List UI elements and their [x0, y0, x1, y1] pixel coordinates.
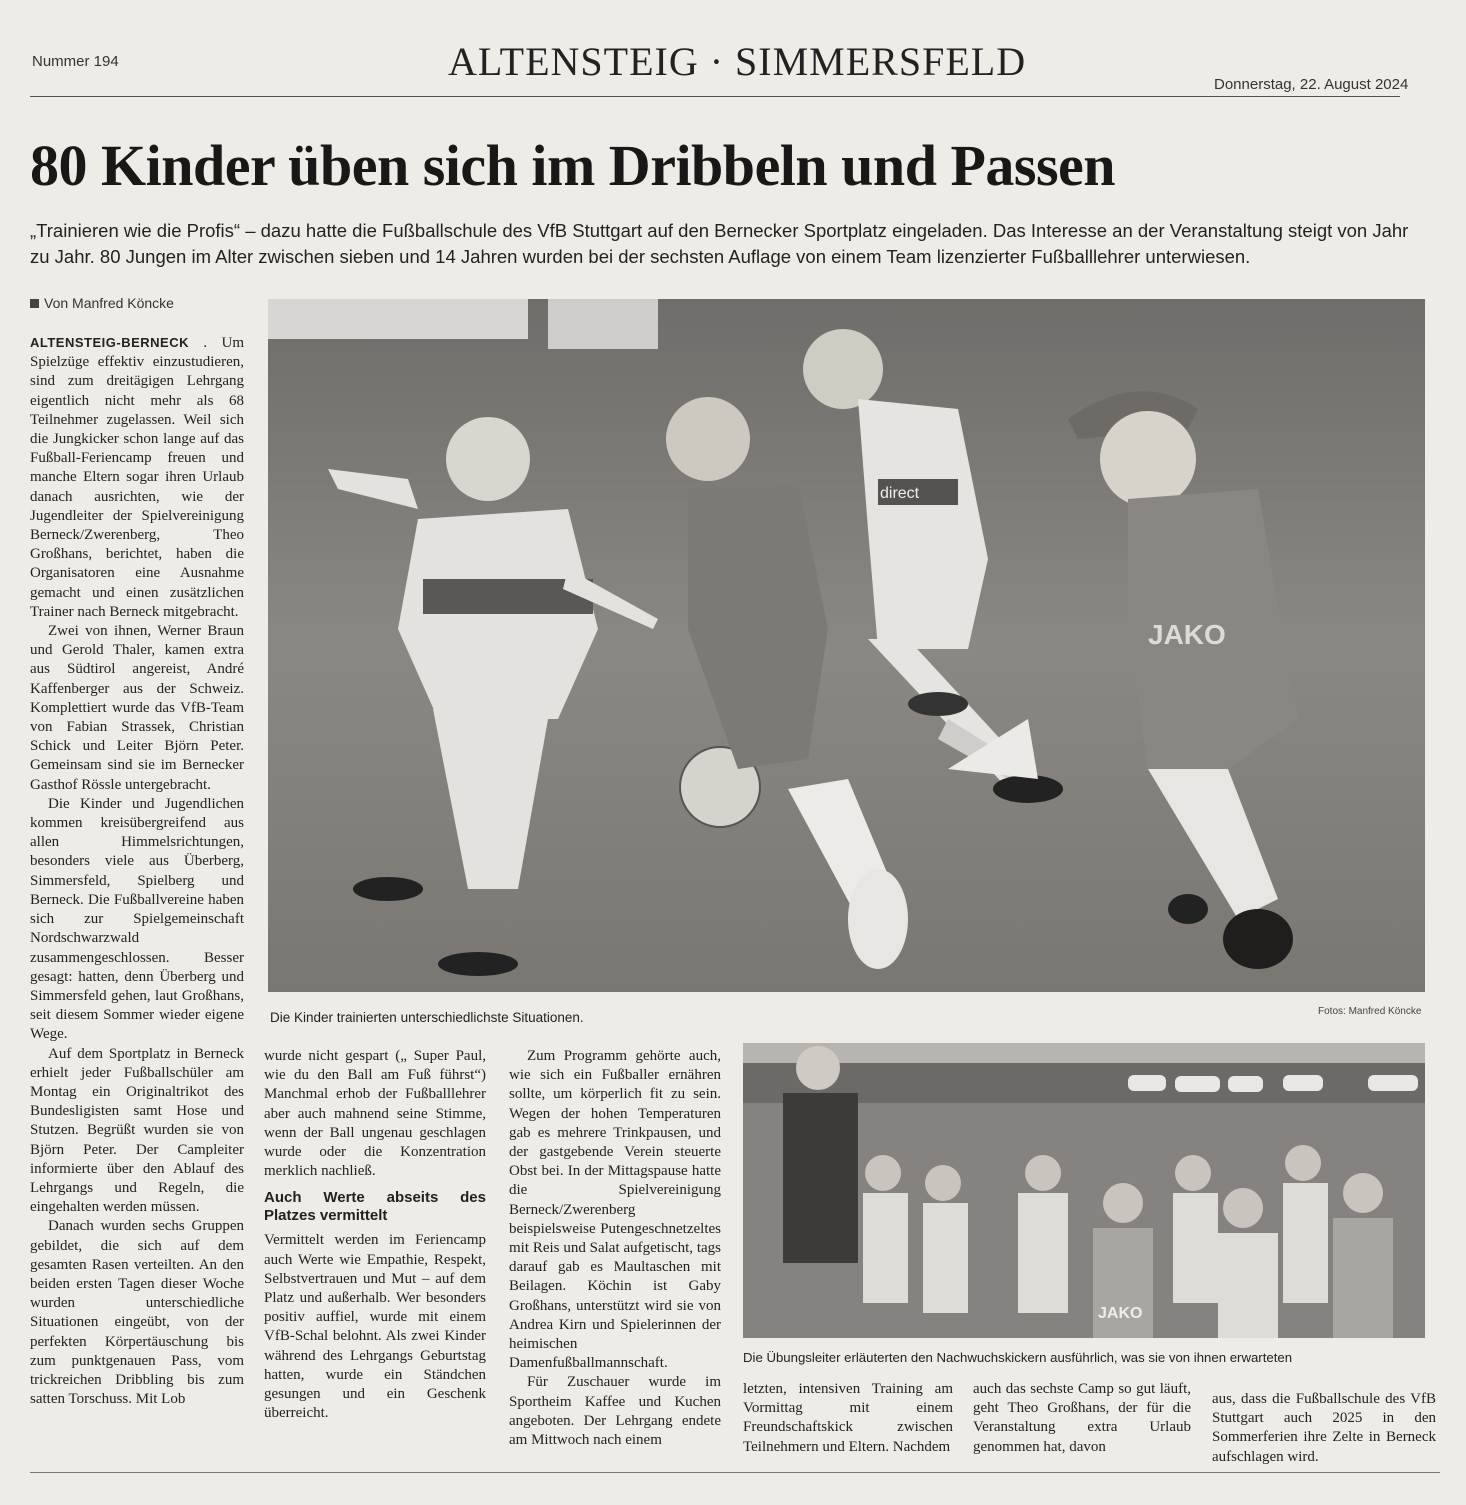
main-photo-caption: Die Kinder trainierten unterschiedlichste Situationen.: [270, 1010, 584, 1025]
dateline: ALTENSTEIG-BERNECK: [30, 335, 189, 350]
column-1: [30, 333, 244, 1409]
issue-date: Donnerstag, 22. August 2024: [1214, 76, 1409, 93]
byline-text: Von Manfred Köncke: [44, 295, 174, 311]
paragraph: Für Zuschauer wurde im Sportheim Kaffee und Kuchen angeboten. Der Lehrgang endete am Mittwoch nach einem: [509, 1374, 721, 1449]
paragraph: Danach wurden sechs Gruppen gebildet, die sich auf dem gesamten Rasen verteilten. An den beiden ersten Tagen dieser Woche wurden unterschiedliche Situationen eingeübt, von der perfekten Körpertäuschung bis zum punktgenauen Pass, vom trickreichen Dribbling bis zum satten Torschuss. Mit Lob: [30, 1218, 244, 1408]
column-3: [509, 1047, 721, 1450]
football-training-photo: [268, 299, 1425, 992]
column-6: [1212, 1390, 1436, 1467]
paragraph: Vermittelt werden im Feriencamp auch Werte wie Empathie, Respekt, Selbstvertrauen und Mut – auf dem Platz und außerhalb. Wer besonders positiv auffiel, wurde mit einem VfB-Schal belohnt. Als zwei Kinder während des Lehrgangs Geburtstag hatten, wurde ein Ständchen gesungen und ein Geschenk überreicht.: [264, 1232, 486, 1422]
second-photo-caption: Die Übungsleiter erläuterten den Nachwuchskickern ausführlich, was sie von ihnen erwarteten: [743, 1350, 1293, 1365]
header-rule: [30, 96, 1400, 97]
second-photo: [743, 1043, 1425, 1338]
main-photo: [268, 299, 1425, 992]
byline: [30, 295, 174, 311]
headline: 80 Kinder üben sich im Dribbeln und Passen: [30, 133, 1116, 198]
intro-text: „Trainieren wie die Profis“ – dazu hatte die Fußballschule des VfB Stuttgart auf den Bernecker Sportplatz eingeladen. Das Interesse an der Veranstaltung steigt von Jahr zu Jahr. 80 Jungen im Alter zwischen sieben und 14 Jahren wurden bei der sechsten Auflage von einem Team lizenzierter Fußballlehrer unterwiesen.: [30, 220, 1409, 267]
byline-square-icon: [30, 299, 39, 308]
group-discussion-photo: [743, 1043, 1425, 1338]
sponsor-text: direct: [880, 485, 920, 502]
issue-number: Nummer 194: [32, 53, 119, 70]
section-title: ALTENSTEIG · SIMMERSFELD: [448, 39, 1027, 84]
photo-credit: Fotos: Manfred Köncke: [1318, 1006, 1422, 1017]
shirt-text: JAKO: [1098, 1305, 1143, 1322]
paragraph: wurde nicht gespart („ Super Paul, wie du den Ball am Fuß führst“) Manchmal erhob der Fußballlehrer aber auch mahnend seine Stimme, wenn der Ball ungenau geschlagen wurde oder die Konzentration merklich nachließ.: [264, 1048, 486, 1180]
paragraph: Zum Programm gehörte auch, wie sich ein Fußballer ernähren sollte, um körperlich fit zu sein. Wegen der hohen Temperaturen gab es mehrere Trinkpausen, und der gastgebende Verein steuerte Obst bei. In der Mittagspause hatte die Spielvereinigung Berneck/Zwerenberg beispielsweise Putengeschnetzeltes mit Reis und Salat aufgetischt, tags darauf gab es Maultaschen mit Beilagen. Köchin ist Gaby Großhans, unterstützt wird sie von Andrea Kirn und Spielerinnen der heimischen Damenfußballmannschaft.: [509, 1048, 721, 1372]
paragraph: auch das sechste Camp so gut läuft, geht Theo Großhans, der für die Veranstaltung extra Urlaub genommen hat, davon: [973, 1381, 1191, 1455]
subheading: Auch Werte abseits des Platzes vermittelt: [264, 1189, 486, 1225]
dateline-dot: .: [203, 335, 208, 351]
paragraph: letzten, intensiven Training am Vormittag mit einem Freundschaftskick zwischen Teilnehmern und Eltern. Nachdem: [743, 1381, 953, 1455]
column-4: [743, 1380, 953, 1457]
column-5: [973, 1380, 1191, 1457]
shirt-text: JAKO: [1148, 619, 1226, 650]
paragraph: [30, 333, 244, 622]
paragraph: Die Kinder und Jugendlichen kommen kreisübergreifend aus allen Himmelsrichtungen, besonders viele aus Überberg, Simmersfeld, Spielberg und Berneck. Die Fußballvereine haben sich zur Spielgemeinschaft Nordschwarzwald zusammengeschlossen. Besser gesagt: hatten, denn Überberg und Simmersfeld gehen, laut Großhans, seit diesem Sommer wieder eigene Wege.: [30, 795, 244, 1043]
footer-rule: [30, 1472, 1440, 1473]
paragraph-text: Um Spielzüge effektiv einzustudieren, sind zum dreitägigen Lehrgang eigentlich nicht mehr als 68 Teilnehmer zugelassen. Weil sich die Jungkicker schon lange auf das Fußball-Feriencamp freuen und manche Eltern sogar ihren Urlaub danach ausrichten, wie der Jugendleiter der Spielvereinigung Berneck/Zwerenberg, Theo Großhans, berichtet, haben die Organisatoren eine Ausnahme gemacht und einen zusätzlichen Trainer nach Berneck mitgebracht.: [30, 335, 245, 620]
column-2: [264, 1047, 486, 1423]
paragraph: aus, dass die Fußballschule des VfB Stuttgart auch 2025 in den Sommerferien ihre Zelte in Berneck aufschlagen wird.: [1212, 1391, 1436, 1465]
paragraph: Auf dem Sportplatz in Berneck erhielt jeder Fußballschüler am Montag ein Originaltrikot des Bundesligisten samt Hose und Stutzen. Begrüßt wurden sie von Björn Peter. Der Campleiter informierte über den Ablauf des Lehrgangs und Regeln, die eingehalten werden müssen.: [30, 1045, 244, 1216]
paragraph: Zwei von ihnen, Werner Braun und Gerold Thaler, kamen extra aus Südtirol angereist, André Kaffenberger aus der Schweiz. Komplettiert wurde das VfB-Team von Fabian Strassek, Christian Schick und Leiter Björn Peter. Gemeinsam sind sie im Bernecker Gasthof Rössle untergebracht.: [30, 623, 244, 793]
